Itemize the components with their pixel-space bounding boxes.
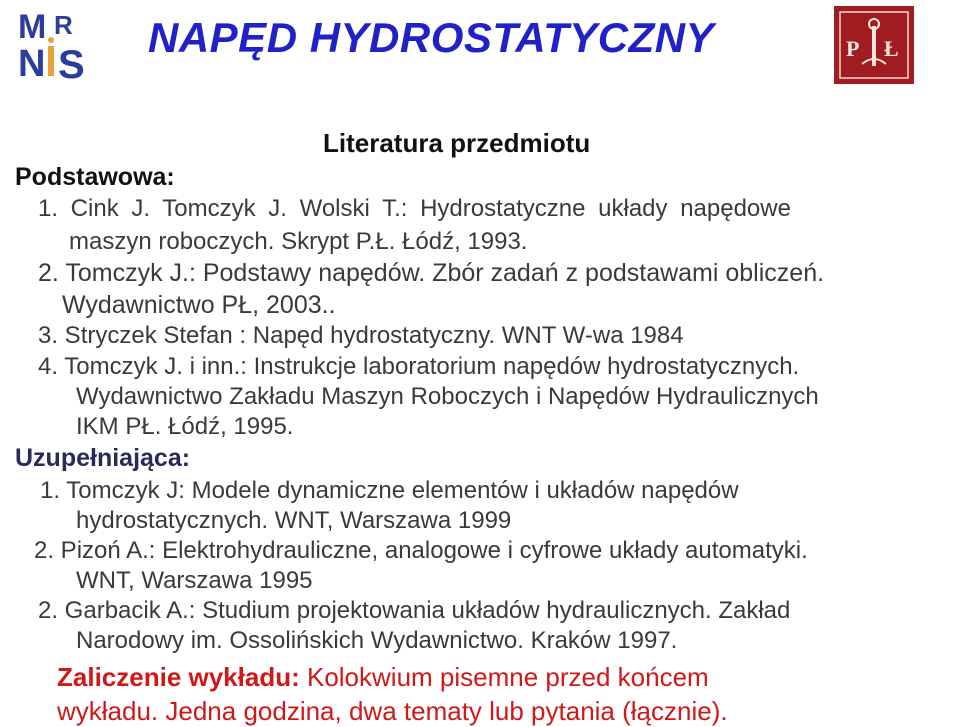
svg-text:S: S [58, 43, 85, 82]
supplementary-literature-heading: Uzupełniająca: [15, 444, 191, 472]
literature-heading: Literatura przedmiotu [323, 128, 591, 158]
supp-item-3-line-2: Narodowy im. Ossolińskich Wydawnictwo. Kraków 1997. [76, 627, 678, 654]
supp-item-2-line-1: 2. Pizoń A.: Elektrohydrauliczne, analogowe i cyfrowe układy automatyki. [34, 537, 808, 564]
assessment-note-line-1 [57, 662, 709, 693]
basic-item-4-line-1: 4. Tomczyk J. i inn.: Instrukcje laboratorium napędów hydrostatycznych. [38, 353, 800, 380]
page-title: NAPĘD HYDROSTATYCZNY [148, 14, 715, 61]
basic-item-1-line-2: maszyn roboczych. Skrypt P.Ł. Łódź, 1993. [69, 228, 528, 255]
supp-item-1-line-2: hydrostatycznych. WNT, Warszawa 1999 [76, 507, 512, 534]
svg-text:Ł: Ł [884, 36, 899, 61]
svg-text:R: R [54, 10, 73, 40]
assessment-label: Zaliczenie wykładu: [57, 662, 300, 692]
basic-item-2-line-2: Wydawnictwo PŁ, 2003.. [62, 291, 336, 319]
svg-text:P: P [846, 36, 860, 61]
basic-literature-heading: Podstawowa: [15, 163, 175, 191]
assessment-note-line-2: wykładu. Jedna godzina, dwa tematy lub pytania (łącznie). [57, 696, 728, 726]
basic-item-3: 3. Stryczek Stefan : Napęd hydrostatyczny. WNT W-wa 1984 [38, 322, 684, 349]
basic-item-4-line-2: Wydawnictwo Zakładu Maszyn Roboczych i Napędów Hydraulicznych [76, 383, 819, 410]
basic-item-1-line-1: 1. Cink J. Tomczyk J. Wolski T.: Hydrostatyczne układy napędowe [38, 195, 791, 222]
mrnis-logo [14, 4, 92, 82]
supp-item-3-line-1: 2. Garbacik A.: Studium projektowania układów hydraulicznych. Zakład [38, 597, 791, 624]
svg-text:M: M [18, 8, 47, 46]
basic-item-4-line-3: IKM PŁ. Łódź, 1995. [76, 413, 294, 440]
supp-item-2-line-2: WNT, Warszawa 1995 [76, 567, 313, 594]
pl-logo [834, 6, 914, 84]
assessment-text-1: Kolokwium pisemne przed końcem [299, 662, 709, 692]
svg-text:N: N [18, 43, 46, 82]
supp-item-1-line-1: 1. Tomczyk J: Modele dynamiczne elementów i układów napędów [40, 477, 739, 504]
basic-item-2-line-1: 2. Tomczyk J.: Podstawy napędów. Zbór zadań z podstawami obliczeń. [38, 259, 825, 287]
